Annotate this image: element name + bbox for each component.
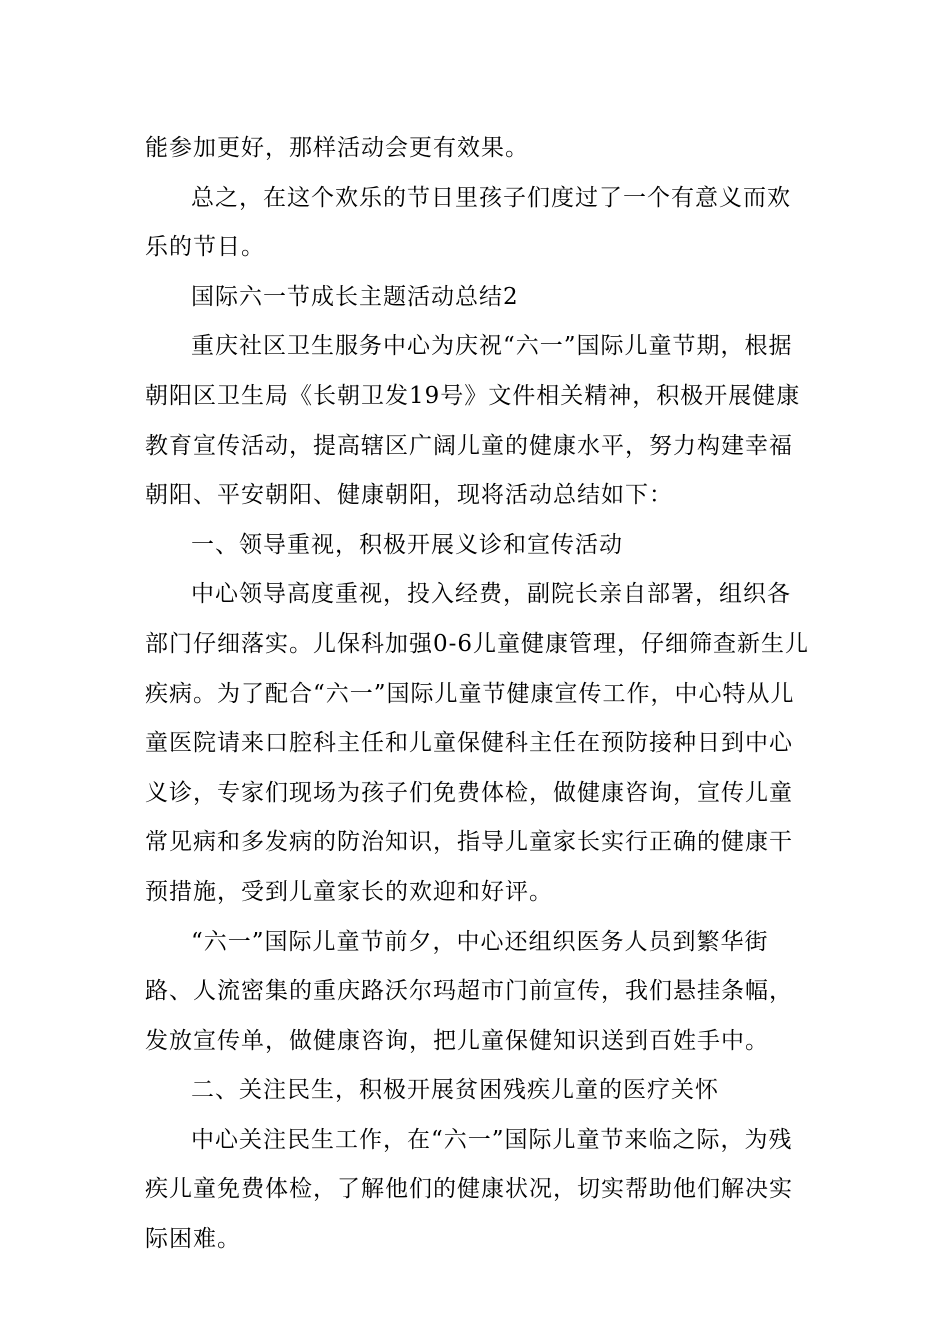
paragraph-outreach: “六一”国际儿童节前夕，中心还组织医务人员到繁华街路、人流密集的重庆路沃尔玛超市门前宣传，我们悬挂条幅，发放宣传单，做健康咨询，把儿童保健知识送到百姓手中。 xyxy=(145,928,793,1054)
paragraph-care: 中心关注民生工作，在“六一”国际儿童节来临之际，为残疾儿童免费体检，了解他们的健康状况，切实帮助他们解决实际困难。 xyxy=(145,1126,793,1253)
paragraph-clinic: 中心领导高度重视，投入经费，副院长亲自部署，组织各部门仔细落实。儿保科加强0-6儿童健康管理，仔细筛查新生儿疾病。为了配合“六一”国际儿童节健康宣传工作，中心特从儿童医院请来口腔科主任和儿童保健科主任在预防接种日到中心义诊，专家们现场为孩子们免费体检，做健康咨询，宣传儿童常见病和多发病的防治知识，指导儿童家长实行正确的健康干预措施，受到儿童家长的欢迎和好评。 xyxy=(145,581,810,905)
subheading-two: 二、关注民生，积极开展贫困残疾儿童的医疗关怀 xyxy=(191,1077,719,1104)
paragraph-conclusion: 总之，在这个欢乐的节日里孩子们度过了一个有意义而欢乐的节日。 xyxy=(145,184,791,261)
paragraph-continuation: 能参加更好，那样活动会更有效果。 xyxy=(145,135,529,161)
subheading-one: 一、领导重视，积极开展义诊和宣传活动 xyxy=(191,531,623,558)
section-title: 国际六一节成长主题活动总结2 xyxy=(191,283,519,310)
document-body xyxy=(145,124,810,1265)
paragraph-intro: 重庆社区卫生服务中心为庆祝“六一”国际儿童节期，根据朝阳区卫生局《长朝卫发19号》文件相关精神，积极开展健康教育宣传活动，提高辖区广阔儿童的健康水平，努力构建幸福朝阳、平安朝阳、健康朝阳，现将活动总结如下： xyxy=(145,333,801,509)
